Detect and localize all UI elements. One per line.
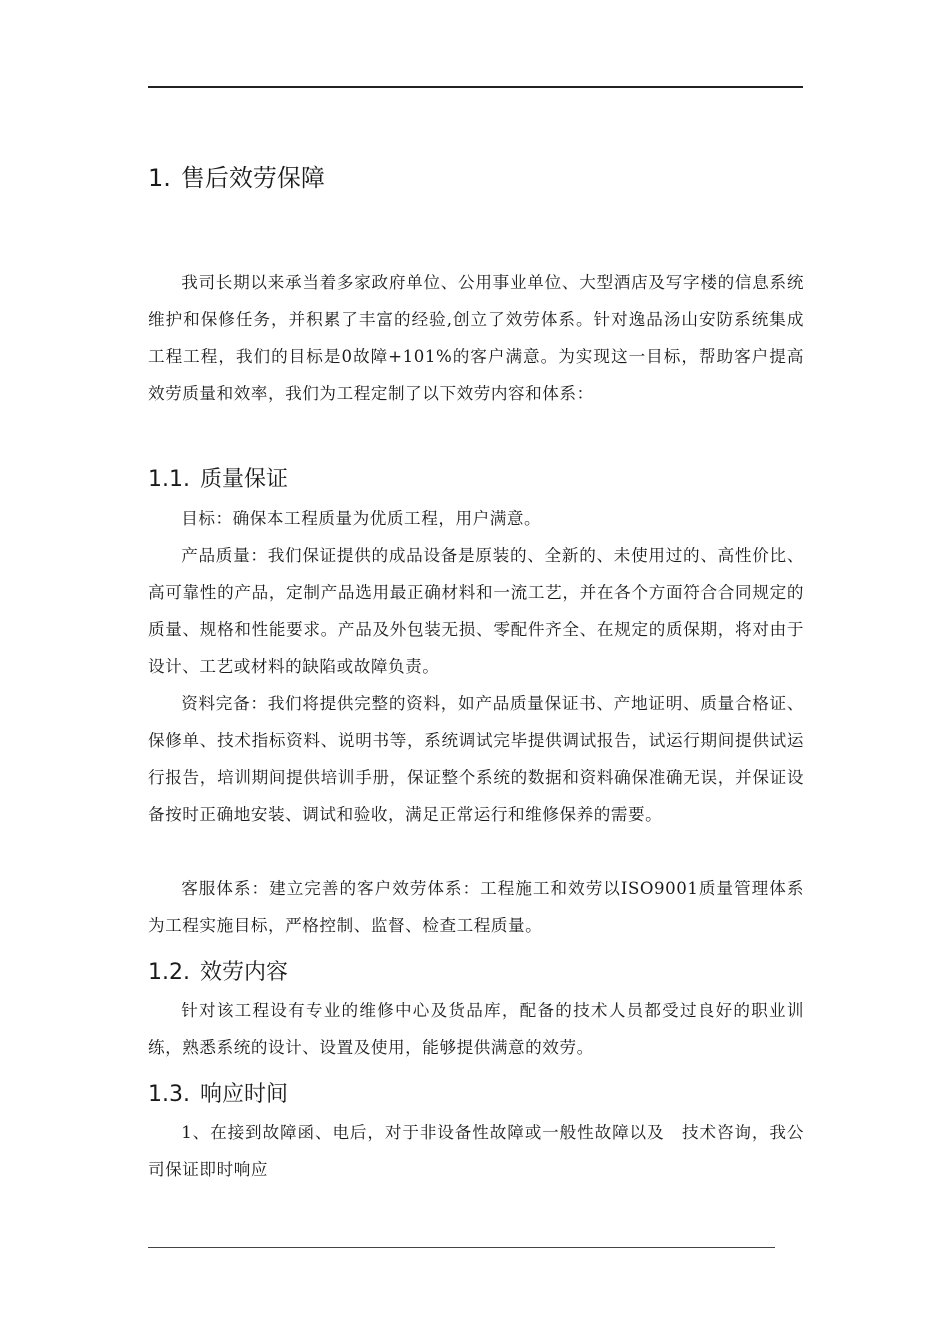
paragraph-response-time: 1、在接到故障函、电后，对于非设备性故障或一般性故障以及 技术咨询，我公司保证即时响应	[148, 1123, 804, 1179]
paragraph-goal: 目标：确保本工程质量为优质工程，用户满意。	[181, 509, 542, 528]
section-number: 1.3.	[148, 1082, 190, 1107]
paragraph-product-quality: 产品质量：我们保证提供的成品设备是原装的、全新的、未使用过的、高性价比、高可靠性的产品，定制产品选用最正确材料和一流工艺，并在各个方面符合合同规定的质量、规格和性能要求。产品及外包装无损、零配件齐全、在规定的质保期，将对由于设计、工艺或材料的缺陷或故障负责。	[148, 546, 804, 676]
section-title: 响应时间	[199, 1082, 288, 1107]
section-number: 1.1.	[148, 467, 190, 492]
section-title: 售后效劳保障	[180, 164, 325, 192]
paragraph-service-content: 针对该工程设有专业的维修中心及货品库，配备的技术人员都受过良好的职业训练，熟悉系统的设计、设置及使用，能够提供满意的效劳。	[148, 1001, 804, 1057]
header-rule	[148, 86, 803, 88]
intro-paragraph: 我司长期以来承当着多家政府单位、公用事业单位、大型酒店及写字楼的信息系统维护和保修任务，并积累了丰富的经验,创立了效劳体系。针对逸品汤山安防系统集成工程工程，我们的目标是0故障+101%的客户满意。为实现这一目标，帮助客户提高效劳质量和效率，我们为工程定制了以下效劳内容和体系：	[148, 273, 804, 403]
section-title: 质量保证	[199, 467, 288, 492]
section-number: 1.2.	[148, 960, 190, 985]
section-heading-1-3	[148, 1080, 288, 1110]
paragraph-customer-service: 客服体系：建立完善的客户效劳体系：工程施工和效劳以ISO9001质量管理体系为工程实施目标，严格控制、监督、检查工程质量。	[148, 879, 804, 935]
footer-rule	[148, 1247, 775, 1248]
section-heading-1-2	[148, 958, 288, 988]
section-heading-1-1	[148, 465, 288, 495]
section-number: 1.	[148, 164, 171, 192]
paragraph-documentation: 资料完备：我们将提供完整的资料，如产品质量保证书、产地证明、质量合格证、保修单、技术指标资料、说明书等，系统调试完毕提供调试报告，试运行期间提供试运行报告，培训期间提供培训手册，保证整个系统的数据和资料确保准确无误，并保证设备按时正确地安装、调试和验收，满足正常运行和维修保养的需要。	[148, 694, 804, 824]
section-heading-1	[148, 162, 325, 194]
section-title: 效劳内容	[199, 960, 288, 985]
